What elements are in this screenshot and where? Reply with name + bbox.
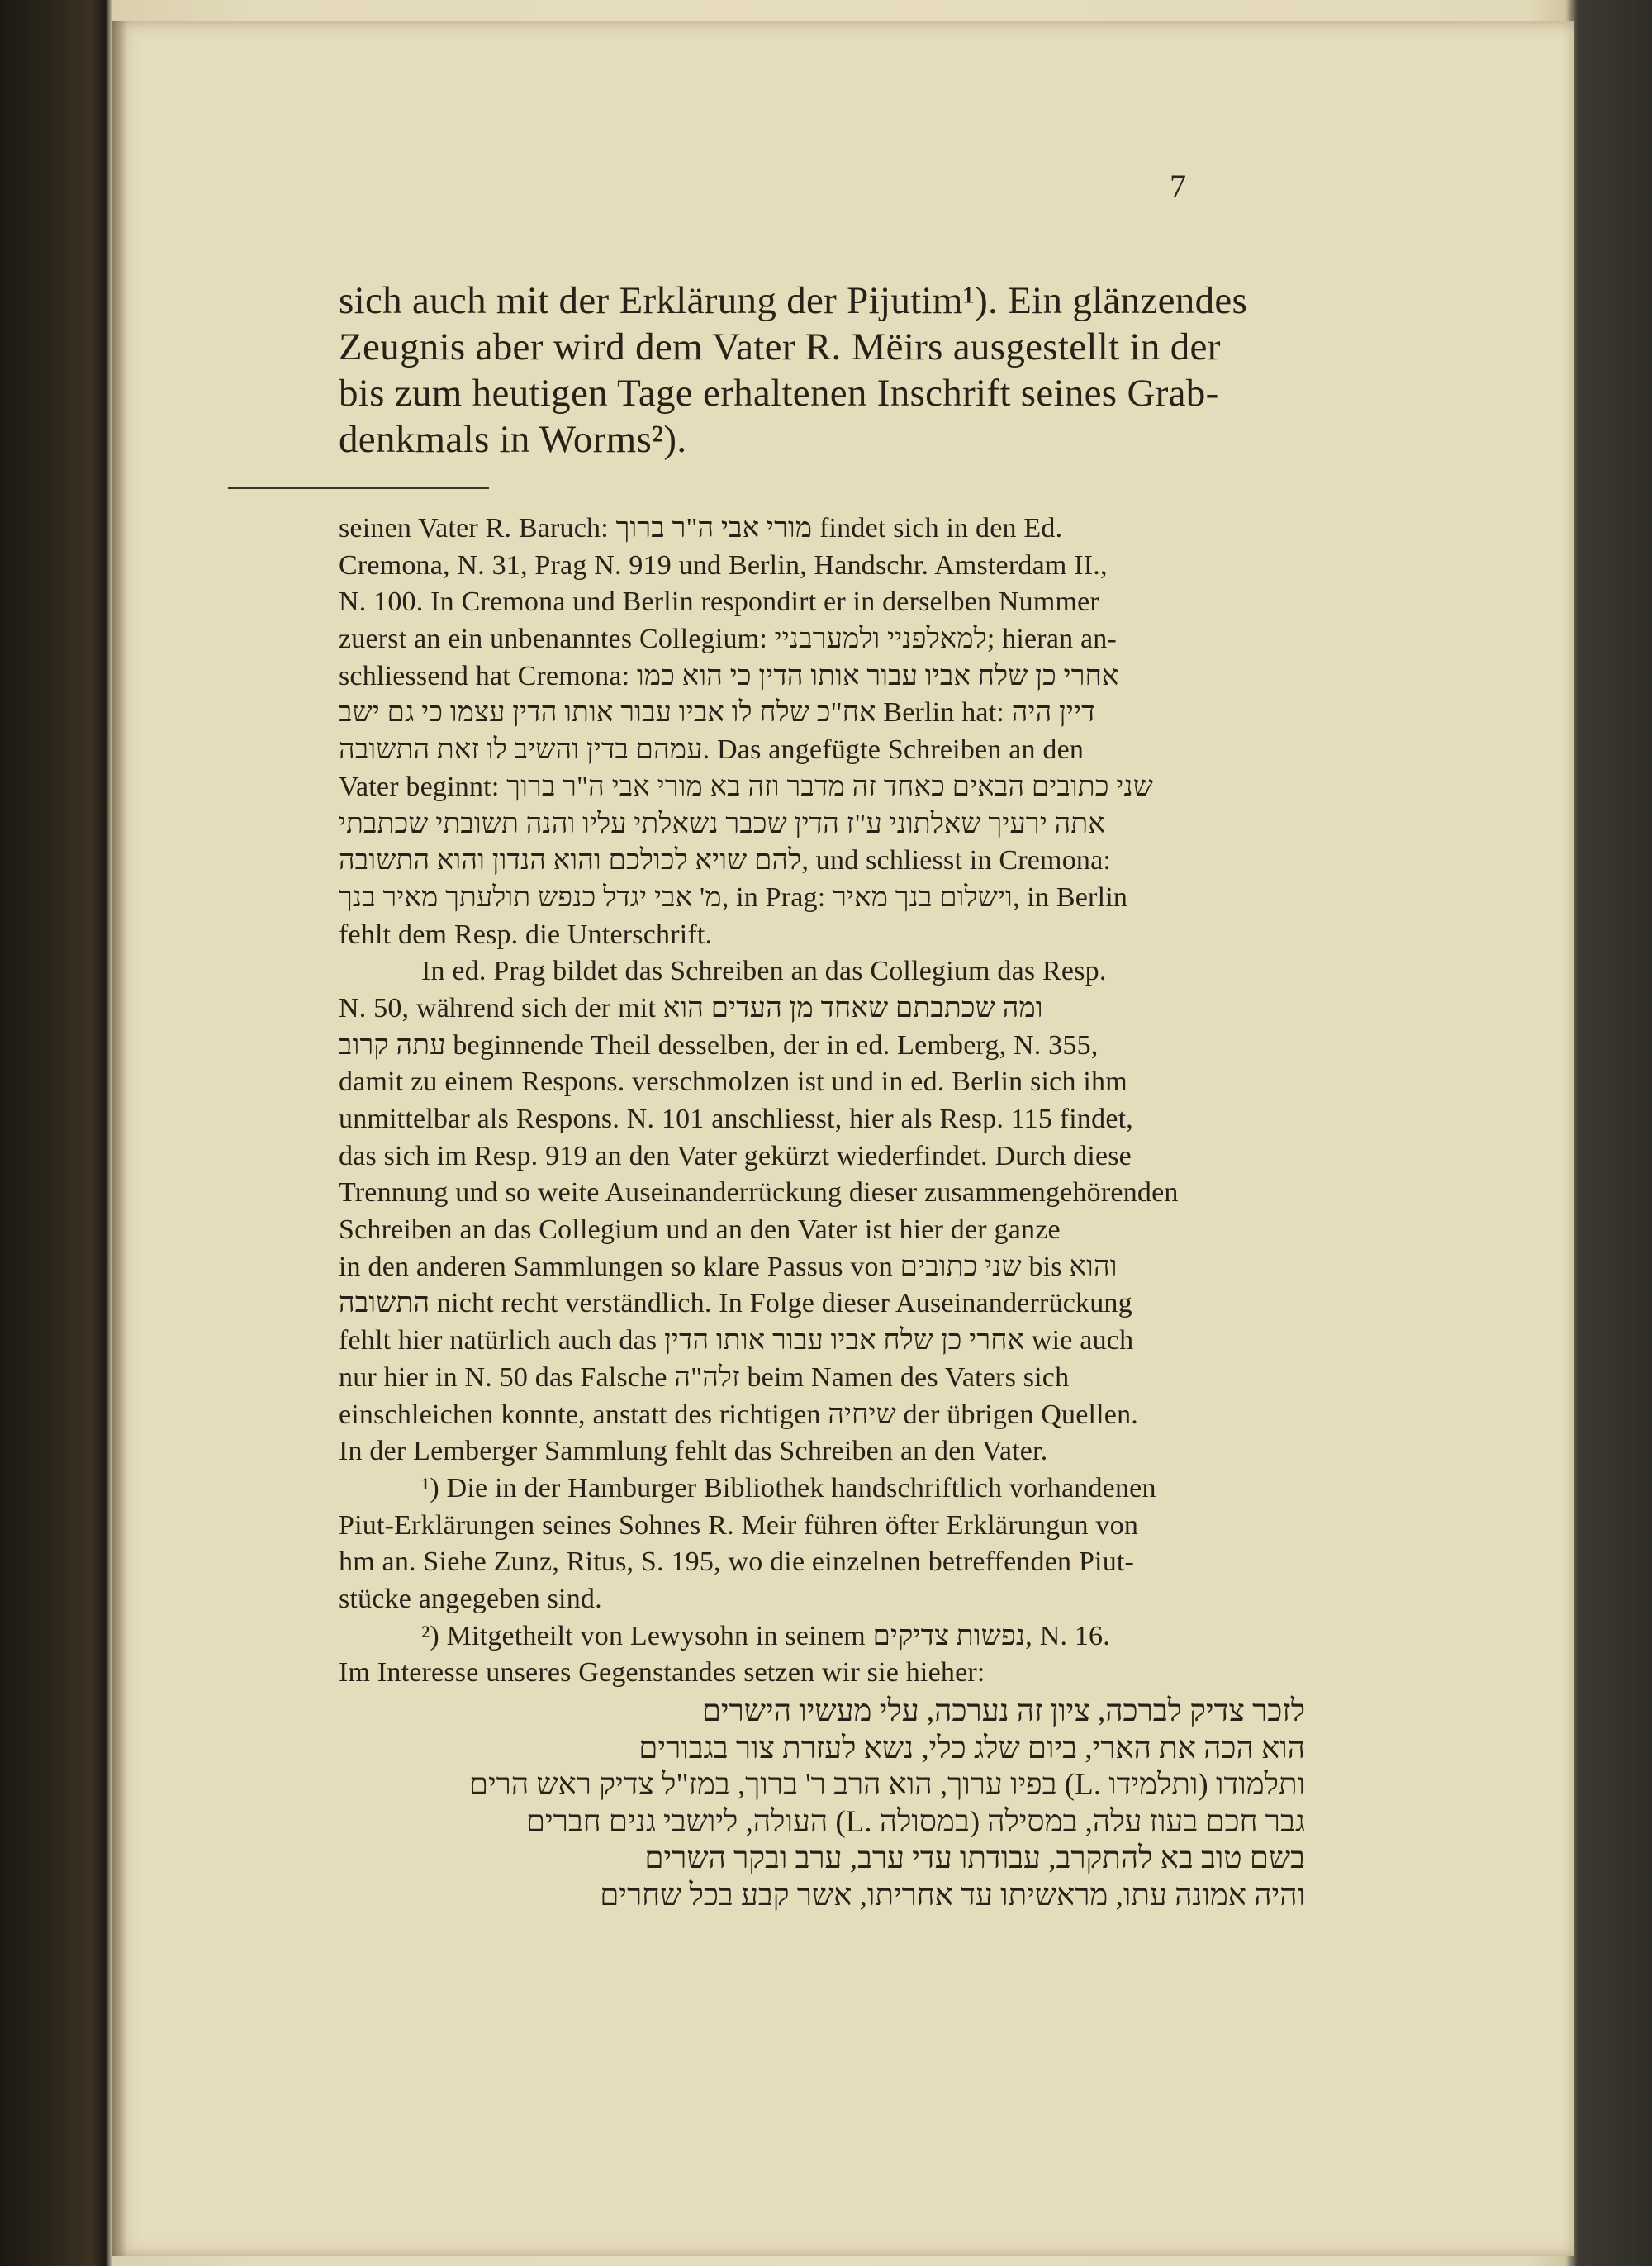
inscription-line: והיה אמונה עתו, מראשיתו עד אחריתו, אשר קבע בכל שחרים — [600, 1878, 1305, 1912]
footnote-line: In der Lemberger Sammlung fehlt das Schreiben an den Vater. — [339, 1436, 1048, 1467]
footnote-line: התשובה nicht recht verständlich. In Folge dieser Auseinanderrückung — [339, 1288, 1132, 1319]
footnote-line: unmittelbar als Respons. N. 101 anschliesst, hier als Resp. 115 findet, — [339, 1104, 1133, 1134]
inscription-line: לזכר צדיק לברכה, ציון זה נערכה, עלי מעשיו הישרים — [701, 1694, 1305, 1728]
footnote-line: ¹) Die in der Hamburger Bibliothek handschriftlich vorhandenen — [421, 1472, 1156, 1504]
footnote-line: Im Interesse unseres Gegenstandes setzen wir sie hieher: — [339, 1657, 985, 1689]
footnote-line: schliessend hat Cremona: אחרי כן שלח אביו עבור אותו הדין כי הוא כמו — [339, 660, 1119, 691]
inscription-line: גבר חכם בעוז עלה, במסילה (במסולה .L) העולה, ליושבי גנים חברים — [525, 1804, 1305, 1839]
footnote-line: אתה ירעיך שאלתוני ע"ז הדין שכבר נשאלתי עליו והנה תשובתי שכתבתי — [339, 808, 1105, 839]
footnote-line: das sich im Resp. 919 an den Vater gekürzt wiederfindet. Durch diese — [339, 1140, 1132, 1171]
footnote-line: nur hier in N. 50 das Falsche זלה"ה beim Namen des Vaters sich — [339, 1361, 1070, 1393]
footnote-line: damit zu einem Respons. verschmolzen ist und in ed. Berlin sich ihm — [339, 1066, 1127, 1098]
footnote-line: עתה קרוב beginnende Theil desselben, der in ed. Lemberg, N. 355, — [339, 1029, 1099, 1061]
footnote-line: אח"כ שלח לו אביו עבור אותו הדין עצמו כי גם ישב Berlin hat: דיין היה — [339, 697, 1095, 729]
footnote-divider — [228, 487, 489, 489]
inscription-line: בשם טוב בא להתקרב, עבודתו עדי ערב, ערב ובקר השרים — [644, 1841, 1305, 1875]
footnote-line: einschleichen konnte, anstatt des richtigen שיחיה der übrigen Quellen. — [339, 1399, 1138, 1430]
footnote-line: fehlt dem Resp. die Unterschrift. — [339, 919, 713, 950]
footnote-line: מ' אבי יגדל כנפש תולעתך מאיר בנך, in Prag: וישלום בנך מאיר, in Berlin — [339, 881, 1128, 913]
footnote-line: Cremona, N. 31, Prag N. 919 und Berlin, Handschr. Amsterdam II., — [339, 549, 1108, 581]
footnote-line: stücke angegeben sind. — [339, 1583, 602, 1614]
footnote-line: in den anderen Sammlungen so klare Passus von שני כתובים bis והוא — [339, 1251, 1118, 1282]
footnote-line: fehlt hier natürlich auch das אחרי כן שלח אביו עבור אותו הדין wie auch — [339, 1325, 1134, 1356]
main-line: denkmals in Worms²). — [339, 418, 687, 461]
footnote-line: zuerst an ein unbenanntes Collegium: למאלפניי ולמערבניי; hieran an- — [339, 624, 1118, 655]
footnote-line: seinen Vater R. Baruch: מורי אבי ה"ר ברוך findet sich in den Ed. — [339, 513, 1063, 544]
footnote-line: Piut-Erklärungen seines Sohnes R. Meir führen öfter Erklärungun von — [339, 1509, 1139, 1541]
footnote-line: hm an. Siehe Zunz, Ritus, S. 195, wo die einzelnen betreffenden Piut- — [339, 1546, 1135, 1578]
main-line: sich auch mit der Erklärung der Pijutim¹). Ein glänzendes — [339, 279, 1248, 322]
footnote-line: N. 50, während sich der mit ומה שכתבתם שאחד מן העדים הוא — [339, 992, 1043, 1024]
inscription-line: הוא הכה את הארי, ביום שלג כלי, נשא לעזרת צור בגבורים — [638, 1731, 1305, 1765]
main-text — [339, 278, 1247, 463]
footnote-line: In ed. Prag bildet das Schreiben an das Collegium das Resp. — [421, 956, 1107, 987]
footnote-line: N. 100. In Cremona und Berlin respondirt er in derselben Nummer — [339, 587, 1099, 618]
footnote-line: ²) Mitgetheilt von Lewysohn in seinem נפשות צדיקים, N. 16. — [421, 1620, 1110, 1651]
footnote-line: Vater beginnt: שני כתובים הבאים כאחד זה מדבר וזה בא מורי אבי ה"ר ברוך — [339, 771, 1154, 802]
footnote-line: עמהם בדין והשיב לו זאת התשובה. Das angefügte Schreiben an den — [339, 734, 1085, 766]
footnote-line: Trennung und so weite Auseinanderrückung dieser zusammengehörenden — [339, 1177, 1179, 1209]
footnote-line: להם שויא לכולכם והוא הנדון והוא התשובה, und schliesst in Cremona: — [339, 845, 1112, 876]
hebrew-inscription — [468, 1694, 1305, 1914]
binding-shadow — [112, 21, 127, 2256]
page-number: 7 — [1170, 168, 1186, 205]
footnote-line: Schreiben an das Collegium und an den Vater ist hier der ganze — [339, 1214, 1061, 1246]
inscription-line: ותלמודו (ותלמידו .L) בפיו ערוך, הוא הרב ר' ברוך, במז"ל צדיק ראש הרים — [468, 1768, 1305, 1802]
footnotes — [339, 511, 1179, 1692]
main-line: Zeugnis aber wird dem Vater R. Mëirs ausgestellt in der — [339, 325, 1221, 368]
main-line: bis zum heutigen Tage erhaltenen Inschrift seines Grab- — [339, 372, 1219, 415]
